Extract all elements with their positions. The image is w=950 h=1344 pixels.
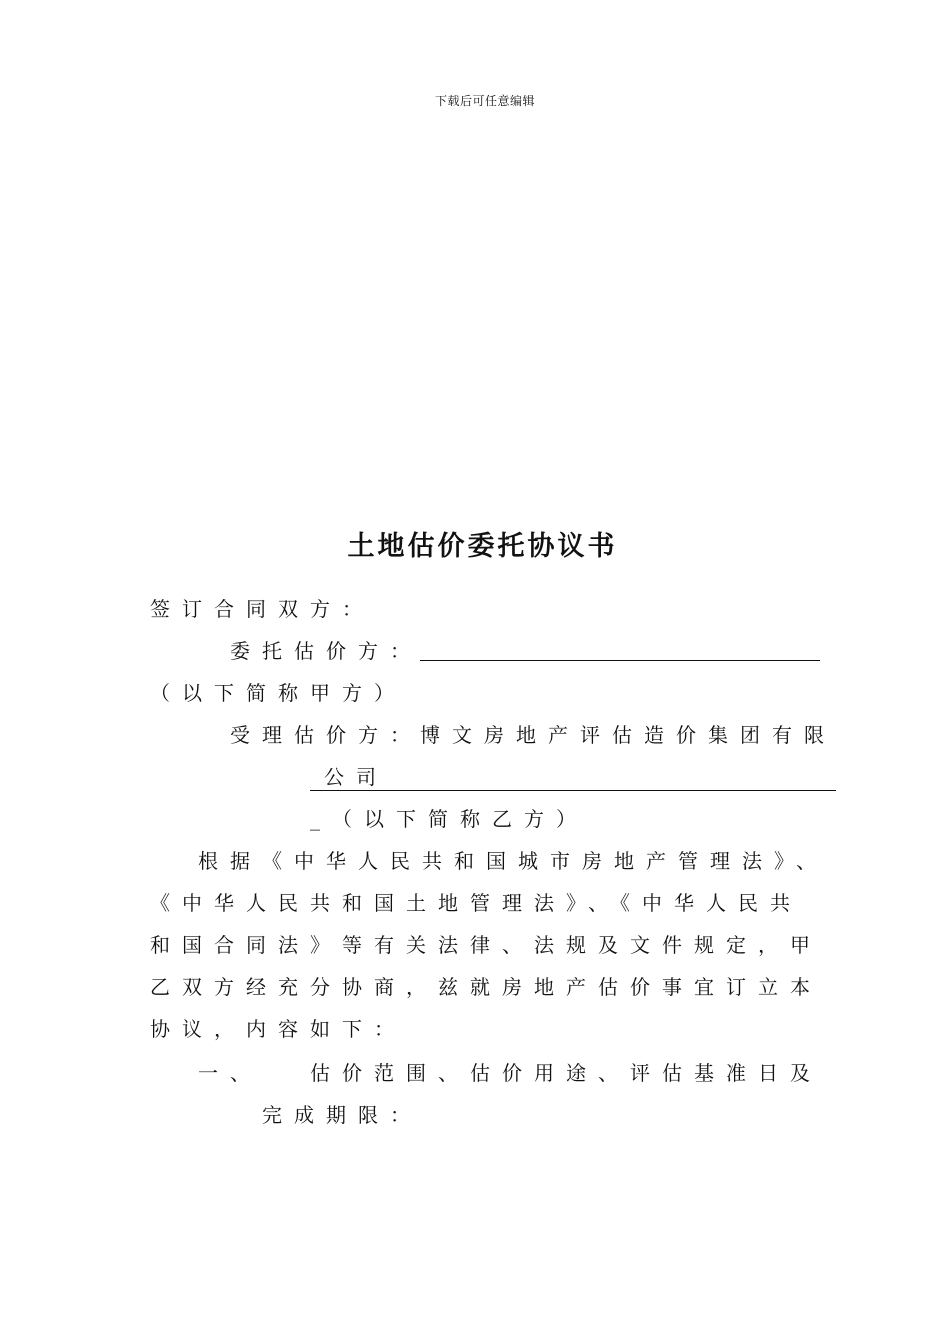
document-title: 土地估价委托协议书 (347, 531, 618, 562)
body-line-4: 乙双方经充分协商，兹就房地产估价事宜订立本 (150, 975, 822, 999)
agent-name-text: 博文房地产评估造价集团有限 (420, 723, 836, 747)
agent-name-text-cont: 公司 (324, 765, 388, 789)
agent-name-line1 (420, 722, 836, 748)
body-line-3: 和国合同法》等有关法律、法规及文件规定，甲 (150, 933, 822, 957)
client-note: （以下简称甲方） (150, 681, 406, 705)
agent-label: 受理估价方： (230, 723, 422, 747)
client-name-blank (420, 638, 820, 661)
section-1-title: 估价范围、估价用途、评估基准日及 (310, 1061, 822, 1085)
parties-heading: 签订合同双方： (150, 597, 374, 621)
header-note: 下载后可任意编辑 (434, 94, 535, 108)
body-line-5: 协议，内容如下： (150, 1017, 406, 1041)
section-1-title-cont: 完成期限： (262, 1103, 422, 1127)
agent-note: _（以下简称乙方） (310, 807, 588, 831)
body-line-2: 《中华人民共和国土地管理法》、《中华人民共 (150, 891, 802, 915)
agent-name-line2 (310, 764, 836, 791)
client-label: 委托估价方： (230, 639, 422, 663)
body-line-1: 根据《中华人民共和国城市房地产管理法》、 (198, 849, 828, 873)
section-1-number: 一、 (198, 1061, 262, 1085)
